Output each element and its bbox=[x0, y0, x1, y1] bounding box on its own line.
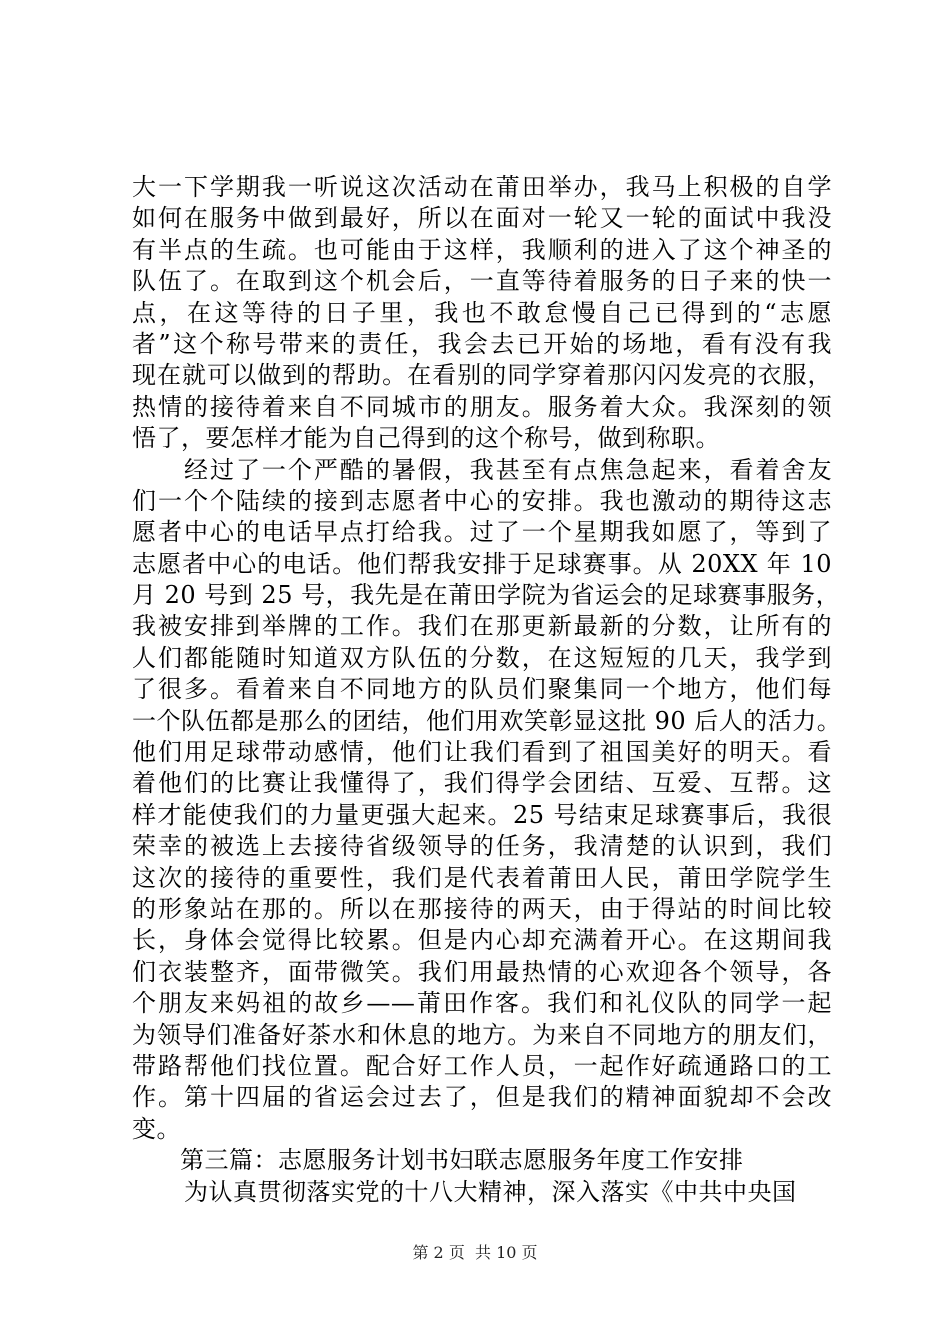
text-line: 现在就可以做到的帮助。在看别的同学穿着那闪闪发亮的衣服， bbox=[132, 361, 832, 390]
text-line: 月 20 号到 25 号，我先是在莆田学院为省运会的足球赛事服务， bbox=[132, 581, 841, 610]
text-line: 一个队伍都是那么的团结，他们用欢笑彰显这批 90 后人的活力。 bbox=[132, 706, 842, 735]
page-number: 第 2 页 共 10 页 bbox=[412, 1243, 538, 1262]
text-line: 带路帮他们找位置。配合好工作人员，一起作好疏通路口的工 bbox=[132, 1051, 832, 1080]
text-line: 点，在这等待的日子里，我也不敢怠慢自己已得到的“志愿 bbox=[132, 298, 832, 327]
text-line: 他们用足球带动感情，他们让我们看到了祖国美好的明天。看 bbox=[132, 738, 832, 767]
text-line: 有半点的生疏。也可能由于这样，我顺利的进入了这个神圣的 bbox=[132, 235, 832, 264]
text-line: 们衣装整齐，面带微笑。我们用最热情的心欢迎各个领导，各 bbox=[132, 957, 832, 986]
text-line: 作。第十四届的省运会过去了，但是我们的精神面貌却不会改 bbox=[132, 1083, 832, 1112]
text-line: 队伍了。在取到这个机会后，一直等待着服务的日子来的快一 bbox=[132, 267, 832, 296]
text-line: 为领导们准备好茶水和休息的地方。为来自不同地方的朋友们， bbox=[132, 1020, 832, 1049]
text-line: 这次的接待的重要性，我们是代表着莆田人民，莆田学院学生 bbox=[132, 863, 832, 892]
paragraph-2 bbox=[132, 455, 842, 1146]
text-line: 样才能使我们的力量更强大起来。25 号结束足球赛事后，我很 bbox=[132, 800, 832, 829]
paragraph-1 bbox=[132, 172, 832, 455]
section-heading: 第三篇：志愿服务计划书妇联志愿服务年度工作安排 bbox=[180, 1146, 744, 1175]
text-line: 大一下学期我一听说这次活动在莆田举办，我马上积极的自学 bbox=[132, 173, 832, 201]
page-footer bbox=[0, 1243, 950, 1263]
text-line: 经过了一个严酷的暑假，我甚至有点焦急起来，看着舍友 bbox=[184, 455, 832, 484]
text-line: 者”这个称号带来的责任，我会去已开始的场地，看有没有我 bbox=[132, 329, 832, 358]
text-line: 个朋友来妈祖的故乡——莆田作客。我们和礼仪队的同学一起 bbox=[132, 989, 832, 1018]
text-line: 悟了，要怎样才能为自己得到的这个称号，做到称职。 bbox=[132, 424, 720, 453]
text-line: 人们都能随时知道双方队伍的分数，在这短短的几天，我学到 bbox=[132, 643, 832, 672]
document-body bbox=[132, 172, 842, 1208]
text-line: 了很多。看着来自不同地方的队员们聚集同一个地方，他们每 bbox=[132, 675, 832, 704]
text-line: 荣幸的被选上去接待省级领导的任务，我清楚的认识到，我们 bbox=[132, 832, 832, 861]
text-line: 我被安排到举牌的工作。我们在那更新最新的分数，让所有的 bbox=[132, 612, 832, 641]
text-line: 长，身体会觉得比较累。但是内心却充满着开心。在这期间我 bbox=[132, 926, 832, 955]
text-line: 愿者中心的电话早点打给我。过了一个星期我如愿了，等到了 bbox=[132, 518, 832, 547]
text-line: 变。 bbox=[132, 1114, 181, 1143]
text-line: 着他们的比赛让我懂得了，我们得学会团结、互爱、互帮。这 bbox=[132, 769, 832, 798]
text-line: 们一个个陆续的接到志愿者中心的安排。我也激动的期待这志 bbox=[132, 486, 832, 515]
text-line: 的形象站在那的。所以在那接待的两天，由于得站的时间比较 bbox=[132, 894, 832, 923]
text-line: 为认真贯彻落实党的十八大精神，深入落实《中共中央国 bbox=[184, 1177, 797, 1206]
text-line: 热情的接待着来自不同城市的朋友。服务着大众。我深刻的领 bbox=[132, 392, 832, 421]
text-line: 志愿者中心的电话。他们帮我安排于足球赛事。从 20XX 年 10 bbox=[132, 549, 832, 578]
text-line: 如何在服务中做到最好，所以在面对一轮又一轮的面试中我没 bbox=[132, 204, 832, 233]
